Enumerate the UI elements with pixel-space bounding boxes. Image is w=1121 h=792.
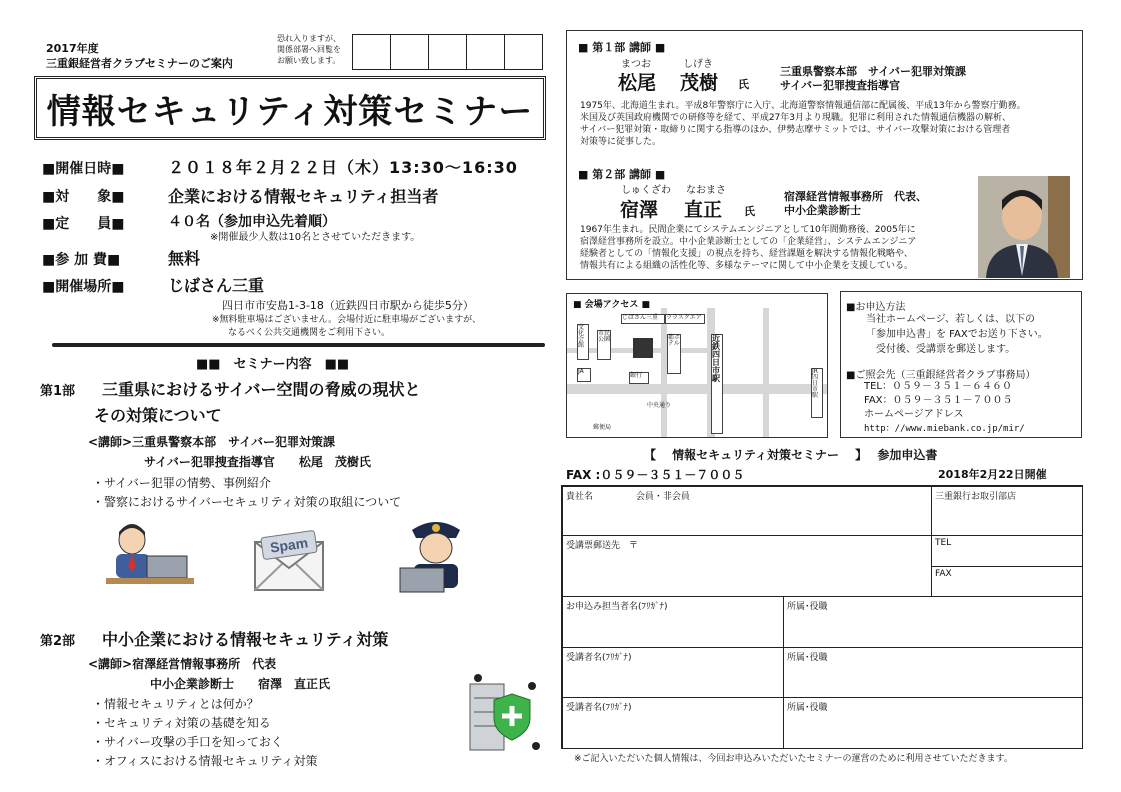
branch-field[interactable]: 三重銀行お取引部店 [931, 486, 1083, 536]
privacy-note: ※ご記入いただいた個人情報は、今回お申込みいただいたセミナーの運営のために利用させていただきます。 [574, 754, 1013, 764]
attendee-dept-field[interactable]: 所属･役職 [783, 697, 1083, 749]
contact-hp-url[interactable]: http：//www.miebank.co.jp/mir/ [864, 424, 1025, 434]
circulation-stamp-boxes [352, 34, 543, 70]
speaker2-given-name: 直正 [684, 199, 723, 221]
form-fax-number: FAX :０５９－３５１－７００５ [566, 468, 745, 482]
mailing-address-field[interactable]: 受講票郵送先 〒 [562, 535, 932, 597]
speaker2-org-line1: 宿澤経営情報事務所 代表、 [784, 190, 927, 203]
map-hotel: 都ホテル [667, 334, 681, 374]
speaker2-family-name: 宿澤 [620, 199, 659, 221]
form-event-date: 2018年2月22日開催 [938, 468, 1047, 481]
spam-mail-icon [252, 520, 328, 594]
seminar-title: 情報セキュリティ対策セミナー [46, 91, 534, 132]
part2-lecturer-line1: <講師>宿澤経営情報事務所 代表 [88, 657, 277, 671]
capacity-note: ※開催最少人数は10名とさせていただきます。 [210, 232, 421, 243]
speaker1-org-line2: サイバー犯罪捜査指導官 [780, 79, 901, 92]
target-label: ■対 象■ [42, 189, 125, 205]
contact-tel: TEL：０５９－３５１－６４６０ [864, 381, 1012, 392]
speaker2-honorific: 氏 [744, 205, 755, 218]
club-label: 三重銀経営者クラブセミナーのご案内 [46, 57, 233, 70]
part1-title-line1: 三重県におけるサイバー空間の脅威の現状と [102, 380, 421, 399]
fee-value: 無料 [168, 249, 201, 268]
attendee-name-field[interactable]: 受講者名(ﾌﾘｶﾞﾅ) [562, 697, 784, 749]
part1-lecturer-line2: サイバー犯罪捜査指導官 松尾 茂樹氏 [144, 455, 371, 469]
speaker1-given-name: 茂樹 [680, 72, 719, 94]
map-jr-station: JR四日市駅 [811, 368, 823, 418]
map-kintetsu-station: 近鉄四日市駅 [711, 334, 723, 434]
part2-bullet: ・サイバー攻撃の手口を知っておく [92, 735, 283, 749]
server-shield-illustration [464, 672, 544, 754]
part2-bullet: ・情報セキュリティとは何か？ [92, 697, 259, 711]
stamp-note: 恐れ入りますが、 関係部署へ回覧を お願い致します。 [277, 34, 341, 65]
form-title: 【 情報セキュリティ対策セミナー 】 参加申込書 [644, 448, 938, 462]
target-value: 企業における情報セキュリティ担当者 [168, 187, 439, 206]
apply-method-text: 当社ホームページ、若しくは、以下の 「参加申込書」を FAXでお送り下さい。 受付後、受講票を郵送します。 [866, 314, 1048, 355]
venue-map [566, 293, 828, 438]
contact-heading: ■ご照会先（三重銀経営者クラブ事務局） [846, 370, 1036, 381]
date-value: ２０１８年２月２２日（木）13:30～16:30 [168, 158, 518, 177]
date-label: ■開催日時■ [42, 161, 125, 177]
part1-label: 第1部 [40, 384, 76, 399]
map-post-office: 郵便局 [593, 424, 612, 431]
speaker2-ruby-given: なおまさ [686, 185, 726, 196]
attendee-name-field[interactable]: 受講者名(ﾌﾘｶﾞﾅ) [562, 647, 784, 698]
part2-bullet: ・オフィスにおける情報セキュリティ対策 [92, 754, 318, 768]
speaker1-org-line1: 三重県警察本部 サイバー犯罪対策課 [780, 65, 967, 78]
capacity-value: ４０名（参加申込先着順） [168, 214, 336, 230]
speaker1-bio: 1975年、北海道生まれ。平成8年警察庁に入庁、北海道警察情報通信部に配属後、平成13年から警察庁勤務。 米国及び英国政府機関での研修等を経て、平成27年3月より現職。犯罪に利用された情報通信機器の解析、 サイバー犯罪対策・取締りに関する指導のほか、伊勢志摩サミットでは、サイバー攻撃対策における管理者 対策等に従事した。 [580, 101, 1026, 148]
part1-bullet: ・サイバー犯罪の情勢、事例紹介 [92, 476, 271, 490]
map-jibasan: じばさん三重 [621, 314, 665, 324]
contact-fax: FAX：０５９－３５１－７００５ [864, 395, 1013, 406]
parking-note-2: なるべく公共交通機関をご利用下さい。 [228, 328, 391, 338]
capacity-label: ■定 員■ [42, 216, 125, 232]
map-heading: ■ 会場アクセス ■ [573, 300, 651, 310]
part2-bullet: ・セキュリティ対策の基礎を知る [92, 716, 271, 730]
contact-details [864, 380, 1025, 436]
part1-bullet: ・警察におけるサイバーセキュリティ対策の取組について [92, 495, 402, 509]
attendee-dept-field[interactable]: 所属･役職 [783, 647, 1083, 698]
police-officer-illustration [396, 512, 476, 594]
year-label: 2017年度 [46, 42, 99, 55]
part1-title-line2: その対策について [94, 406, 222, 425]
speaker1-ruby-family: まつお [621, 59, 651, 70]
spam-text: Spam [269, 534, 309, 556]
applicant-name-field[interactable]: お申込み担当者名(ﾌﾘｶﾞﾅ) [562, 596, 784, 648]
speaker2-heading: ■ 第２部 講師 ■ [578, 168, 666, 181]
apply-method-heading: ■お申込方法 [846, 302, 906, 313]
company-field[interactable]: 貴社名 会員・非会員 [562, 486, 932, 536]
contact-hp-label: ホームページアドレス [864, 409, 964, 420]
speaker1-heading: ■ 第１部 講師 ■ [578, 41, 666, 54]
part1-lecturer-line1: <講師>三重県警察本部 サイバー犯罪対策課 [88, 435, 336, 449]
speaker2-ruby-family: しゅくざわ [621, 185, 671, 196]
map-bank: 銀行 [629, 372, 649, 384]
map-venue-marker [633, 338, 653, 358]
venue-label: ■開催場所■ [42, 279, 125, 295]
divider [52, 343, 545, 347]
seminar-title-box [34, 76, 546, 140]
map-street: 中央通り [647, 402, 672, 409]
part2-title: 中小企業における情報セキュリティ対策 [102, 630, 389, 649]
speaker1-family-name: 松尾 [618, 72, 657, 94]
map-bunka-kaikan: 文化会館 [577, 324, 589, 360]
speaker2-photo [978, 176, 1070, 278]
speaker1-honorific: 氏 [738, 78, 749, 91]
content-heading: ■■ セミナー内容 ■■ [196, 357, 350, 372]
office-worker-illustration [102, 516, 198, 588]
tel-field[interactable]: TEL [931, 535, 1083, 567]
speaker1-ruby-given: しげき [683, 59, 713, 70]
speaker2-bio: 1967年生まれ。民間企業にてシステムエンジニアとして10年間勤務後、2005年に 宿澤経営事務所を設立。中小企業診断士としての「企業経営」、システムエンジニア 経験者としての「情報化支援」の視点を持ち、経営課題を解決する情報化戦略や、 情報共有による組織の活性化等、多様なテーマに関して中小企業を支援している。 [580, 225, 917, 272]
application-form [561, 485, 1083, 749]
speaker2-org-line2: 中小企業診断士 [784, 204, 861, 217]
fax-field[interactable]: FAX [931, 566, 1083, 597]
venue-value: じばさん三重 [168, 276, 265, 295]
map-ja: JA [577, 368, 591, 382]
part2-lecturer-line2: 中小企業診断士 宿澤 直正氏 [150, 677, 331, 691]
venue-address: 四日市市安島1-3-18（近鉄四日市駅から徒歩5分） [222, 299, 474, 312]
map-laras: ララスクエア [665, 314, 705, 324]
parking-note-1: ※無料駐車場はございません。会場付近に駐車場がございますが、 [212, 315, 482, 325]
fee-label: ■参 加 費■ [42, 252, 121, 268]
map-park: 市民公園 [597, 330, 611, 360]
part2-label: 第2部 [40, 634, 76, 649]
applicant-dept-field[interactable]: 所属･役職 [783, 596, 1083, 648]
